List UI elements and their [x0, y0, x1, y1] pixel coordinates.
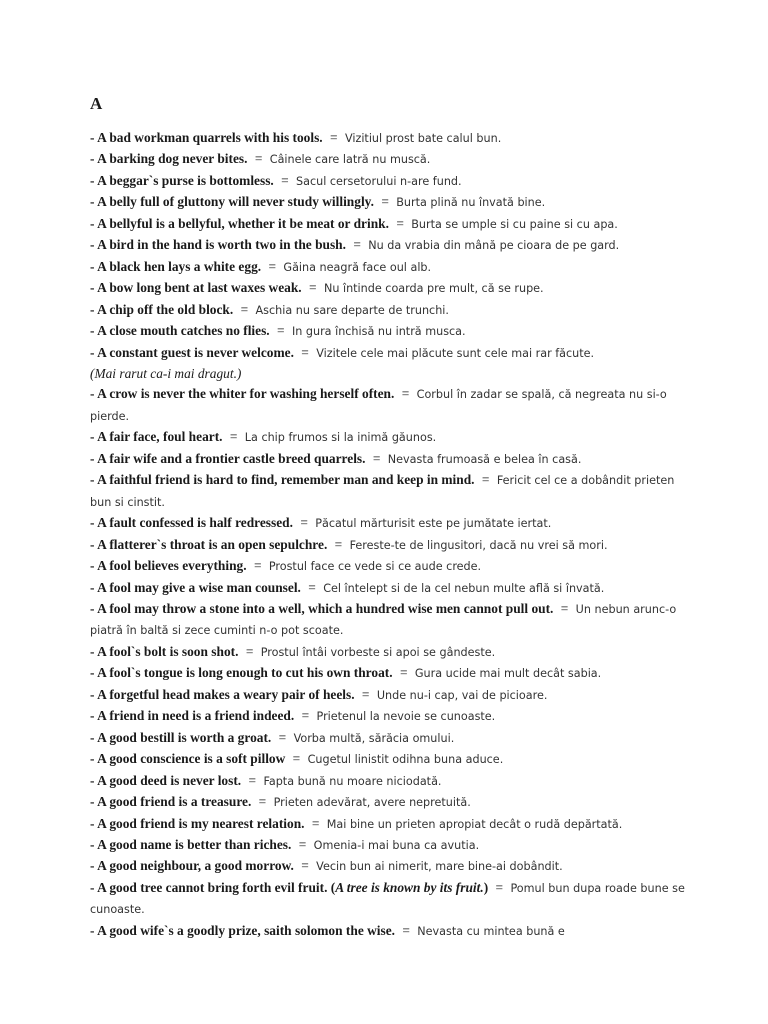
proverb-english: - A crow is never the whiter for washing herself often. — [90, 386, 395, 402]
proverb-english: - A fool`s bolt is soon shot. — [90, 643, 239, 659]
proverb-entry — [90, 470, 690, 513]
equals-separator: = — [245, 643, 254, 659]
equals-separator: = — [399, 665, 408, 681]
proverb-entry — [90, 214, 690, 235]
equals-separator: = — [330, 130, 338, 145]
proverb-romanian: Un nebun arunc-o piatră în baltă si zece cuminti n-o pot scoate. — [90, 602, 677, 638]
proverb-romanian: Cugetul linistit odihna buna aduce. — [307, 753, 504, 767]
proverb-romanian: Câinele care latră nu muscă. — [269, 153, 431, 167]
proverb-entry — [90, 384, 690, 427]
proverb-entry — [90, 300, 690, 321]
proverb-entry — [90, 513, 690, 534]
proverb-entry — [90, 814, 690, 835]
equals-separator: = — [401, 386, 410, 402]
equals-separator: = — [301, 344, 309, 360]
equals-separator: = — [372, 450, 381, 466]
proverb-entry — [90, 835, 690, 856]
equals-separator: = — [381, 194, 389, 210]
proverb-romanian: Nevasta cu mintea bună e — [417, 924, 565, 938]
proverb-romanian: Vorba multă, sărăcia omului. — [293, 731, 455, 745]
equals-separator: = — [311, 815, 320, 831]
proverb-romanian: Unde nu-i cap, vai de picioare. — [376, 688, 548, 702]
proverb-english: - A good tree cannot bring forth evil fruit. ( — [90, 879, 336, 895]
proverb-english: - A bird in the hand is worth two in the bush. — [90, 237, 346, 253]
document-page — [90, 92, 690, 942]
proverb-entry — [90, 856, 690, 877]
proverb-english: - A good bestill is worth a groat. — [90, 729, 272, 745]
proverb-romanian: Corbul în zadar se spală, că negreata nu si-o pierde. — [90, 388, 667, 423]
proverb-english: - A forgetful head makes a weary pair of heels. — [90, 686, 355, 702]
proverb-english: - A bow long bent at last waxes weak. — [90, 280, 302, 296]
proverb-romanian: Aschia nu sare departe de trunchi. — [255, 303, 449, 317]
proverb-romanian: Găina neagră face oul alb. — [283, 260, 432, 274]
proverb-entry — [90, 535, 690, 556]
proverb-romanian: Burta se umple si cu paine si cu apa. — [411, 217, 618, 231]
equals-separator: = — [308, 579, 316, 595]
proverb-english: - A good deed is never lost. — [90, 772, 242, 788]
equals-separator: = — [481, 472, 490, 488]
proverb-english: - A good name is better than riches. — [90, 836, 292, 852]
proverb-english-close: ) — [483, 879, 489, 895]
proverb-romanian: Prostul face ce vede si ce aude crede. — [268, 560, 482, 574]
proverb-romanian: Fapta bună nu moare niciodată. — [263, 774, 442, 788]
proverb-entry — [90, 556, 690, 577]
proverb-english: - A belly full of gluttony will never study willingly. — [90, 194, 374, 210]
proverb-entry — [90, 599, 690, 642]
proverb-english: - A good conscience is a soft pillow — [90, 751, 286, 767]
proverb-romanian: Sacul cersetorului n-are fund. — [296, 174, 462, 188]
proverb-english: - A fool may throw a stone into a well, which a hundred wise men cannot pull out. — [90, 600, 554, 616]
proverb-entry — [90, 321, 690, 342]
proverb-romanian: Nu da vrabia din mână pe cioara de pe gard. — [368, 239, 620, 253]
proverb-entry — [90, 706, 690, 727]
proverb-english: - A friend in need is a friend indeed. — [90, 708, 295, 724]
equals-separator: = — [560, 600, 569, 616]
equals-separator: = — [268, 258, 277, 274]
proverb-entry — [90, 278, 690, 299]
proverb-entry — [90, 728, 690, 749]
proverb-english: - A chip off the old block. — [90, 301, 234, 317]
proverb-entry — [90, 149, 690, 170]
proverb-english: - A bad workman quarrels with his tools. — [90, 130, 323, 145]
proverb-romanian: Mai bine un prieten apropiat decât o rudă depărtată. — [326, 817, 623, 831]
proverb-note: (Mai rarut ca-i mai dragut.) — [90, 365, 242, 381]
proverb-english: - A close mouth catches no flies. — [90, 323, 270, 339]
proverb-romanian: Nu întinde coarda pre mult, că se rupe. — [323, 282, 544, 296]
equals-separator: = — [301, 858, 309, 874]
proverb-english: - A faithful friend is hard to find, remember man and keep in mind. — [90, 472, 475, 488]
equals-separator: = — [277, 323, 285, 339]
proverb-english: - A black hen lays a white egg. — [90, 258, 262, 274]
proverb-entry — [90, 578, 690, 599]
proverb-english: - A bellyful is a bellyful, whether it be meat or drink. — [90, 215, 389, 231]
proverb-english: - A good wife`s a goodly prize, saith solomon the wise. — [90, 922, 396, 938]
proverb-romanian: Prostul întâi vorbeste si apoi se gândeste. — [260, 645, 496, 659]
proverb-entry — [90, 642, 690, 663]
proverb-romanian: Păcatul mărturisit este pe jumătate iertat. — [315, 517, 552, 531]
proverb-romanian: Vizitiul prost bate calul bun. — [344, 132, 502, 145]
proverb-entry — [90, 771, 690, 792]
proverb-romanian: Burta plină nu învată bine. — [396, 196, 546, 210]
proverb-entry — [90, 235, 690, 256]
proverb-romanian: Prieten adevărat, avere nepretuită. — [273, 796, 471, 810]
equals-separator: = — [258, 794, 267, 810]
section-letter-heading: A — [90, 94, 103, 113]
proverb-english: - A fair face, foul heart. — [90, 429, 223, 445]
proverb-entry — [90, 749, 690, 770]
proverb-entry — [90, 685, 690, 706]
equals-separator: = — [298, 836, 307, 852]
proverb-english: - A fool believes everything. — [90, 558, 247, 574]
equals-separator: = — [281, 172, 289, 188]
proverb-english: - A barking dog never bites. — [90, 151, 248, 167]
proverb-romanian: La chip frumos si la inimă găunos. — [244, 431, 437, 445]
proverb-entry — [90, 171, 690, 192]
proverb-entry — [90, 257, 690, 278]
equals-separator: = — [300, 515, 308, 531]
proverb-english: - A fair wife and a frontier castle breed quarrels. — [90, 450, 366, 466]
equals-separator: = — [253, 558, 262, 574]
proverb-romanian: Vizitele cele mai plăcute sunt cele mai rar făcute. — [316, 346, 595, 360]
proverb-romanian: Nevasta frumoasă e belea în casă. — [387, 452, 582, 466]
equals-separator: = — [229, 429, 238, 445]
proverb-entry — [90, 878, 690, 921]
equals-separator: = — [278, 729, 287, 745]
proverb-english: - A good friend is a treasure. — [90, 794, 252, 810]
proverb-romanian: Pomul bun dupa roade bune se cunoaste. — [90, 881, 685, 917]
proverb-romanian: Vecin bun ai nimerit, mare bine-ai dobândit. — [316, 860, 563, 874]
equals-separator: = — [254, 151, 263, 167]
equals-separator: = — [301, 708, 310, 724]
proverb-romanian: Omenia-i mai buna ca avutia. — [313, 838, 480, 852]
equals-separator: = — [309, 280, 317, 296]
proverb-entry — [90, 921, 690, 942]
proverb-list — [90, 128, 690, 942]
proverb-entry — [90, 792, 690, 813]
equals-separator: = — [240, 301, 249, 317]
proverb-romanian: Prietenul la nevoie se cunoaste. — [316, 710, 496, 724]
proverb-english: - A constant guest is never welcome. — [90, 344, 294, 360]
proverb-entry — [90, 128, 690, 149]
equals-separator: = — [361, 686, 370, 702]
proverb-romanian: Gura ucide mai mult decât sabia. — [414, 667, 602, 681]
proverb-entry — [90, 427, 690, 448]
proverb-english: - A good friend is my nearest relation. — [90, 815, 305, 831]
proverb-entry — [90, 663, 690, 684]
equals-separator: = — [353, 237, 361, 253]
equals-separator: = — [402, 922, 410, 938]
proverb-romanian: Cel întelept si de la cel nebun multe află si învată. — [323, 581, 605, 595]
proverb-english: - A fool`s tongue is long enough to cut his own throat. — [90, 665, 393, 681]
equals-separator: = — [248, 772, 257, 788]
proverb-english: - A flatterer`s throat is an open sepulchre. — [90, 536, 328, 552]
proverb-english: - A fault confessed is half redressed. — [90, 515, 293, 531]
equals-separator: = — [334, 536, 343, 552]
equals-separator: = — [292, 751, 301, 767]
proverb-entry — [90, 192, 690, 213]
proverb-english: - A good neighbour, a good morrow. — [90, 858, 294, 874]
equals-separator: = — [396, 215, 404, 231]
proverb-romanian: In gura închisă nu intră musca. — [291, 325, 466, 339]
proverb-romanian: Fericit cel ce a dobândit prieten bun si cinstit. — [90, 474, 675, 509]
proverb-english-note: A tree is known by its fruit. — [335, 879, 484, 895]
proverb-entry — [90, 343, 690, 385]
equals-separator: = — [495, 879, 504, 895]
proverb-romanian: Fereste-te de lingusitori, dacă nu vrei să mori. — [349, 538, 608, 552]
proverb-english: - A fool may give a wise man counsel. — [90, 579, 301, 595]
proverb-english: - A beggar`s purse is bottomless. — [90, 172, 274, 188]
proverb-entry — [90, 449, 690, 470]
